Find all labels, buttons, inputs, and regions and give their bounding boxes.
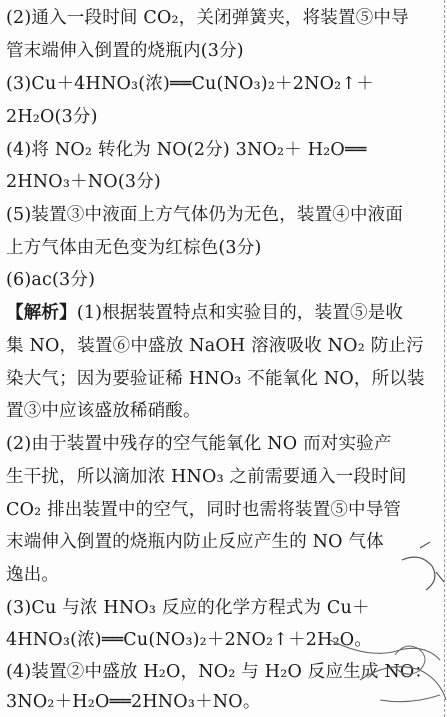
analysis-paragraph-2-line-4: 末端伸入倒置的烧瓶内防止反应产生的 NO 气体 bbox=[6, 532, 384, 552]
analysis-paragraph-2-line-5: 逸出。 bbox=[6, 565, 60, 585]
analysis-paragraph-3-line-1: (3)Cu 与浓 HNO₃ 反应的化学方程式为 Cu＋ bbox=[6, 598, 370, 618]
answer-6-line-1: (6)ac(3分) bbox=[6, 270, 96, 290]
analysis-paragraph-4-line-2: 3NO₂＋H₂O══2HNO₃＋NO。 bbox=[6, 692, 261, 712]
analysis-paragraph-2-line-2: 生干扰，所以滴加浓 HNO₃ 之前需要通入一段时间 bbox=[6, 467, 407, 487]
answer-3-line-1: (3)Cu＋4HNO₃(浓)══Cu(NO₃)₂＋2NO₂↑＋ bbox=[6, 74, 374, 94]
analysis-paragraph-1-line-2: 集 NO，装置⑥中盛放 NaOH 溶液吸收 NO₂ 防止污 bbox=[6, 336, 424, 356]
analysis-paragraph-1-line-4: 置③中应该盛放稀硝酸。 bbox=[6, 401, 201, 421]
answer-2-line-1: (2)通入一段时间 CO₂，关闭弹簧夹，将装置⑤中导 bbox=[6, 8, 409, 28]
answer-4-line-1: (4)将 NO₂ 转化为 NO(2分) 3NO₂＋ H₂O══ bbox=[6, 140, 367, 160]
answer-3-line-2: 2H₂O(3分) bbox=[6, 107, 98, 127]
answer-2-line-2: 管末端伸入倒置的烧瓶内(3分) bbox=[6, 41, 244, 61]
answer-5-line-2: 上方气体由无色变为红棕色(3分) bbox=[6, 238, 262, 258]
analysis-p1-text: (1)根据装置特点和实验目的，装置⑤是收 bbox=[76, 303, 404, 323]
analysis-paragraph-3-line-2: 4HNO₃(浓)══Cu(NO₃)₂＋2NO₂↑＋2H₂O。 bbox=[6, 630, 373, 650]
analysis-paragraph-1-line-3: 染大气；因为要验证稀 HNO₃ 不能氧化 NO，所以装 bbox=[6, 369, 425, 389]
answer-4-line-2: 2HNO₃＋NO(3分) bbox=[6, 172, 161, 192]
analysis-paragraph-2-line-3: CO₂ 排出装置中的空气，同时也需将装置⑤中导管 bbox=[6, 500, 402, 520]
analysis-heading: 【解析】 bbox=[6, 303, 77, 323]
analysis-paragraph-4-line-1: (4)装置②中盛放 H₂O，NO₂ 与 H₂O 反应生成 NO： bbox=[6, 662, 433, 682]
answer-5-line-1: (5)装置③中液面上方气体仍为无色，装置④中液面 bbox=[6, 205, 404, 225]
analysis-paragraph-2-line-1: (2)由于装置中残存的空气能氧化 NO 而对实验产 bbox=[6, 434, 392, 454]
